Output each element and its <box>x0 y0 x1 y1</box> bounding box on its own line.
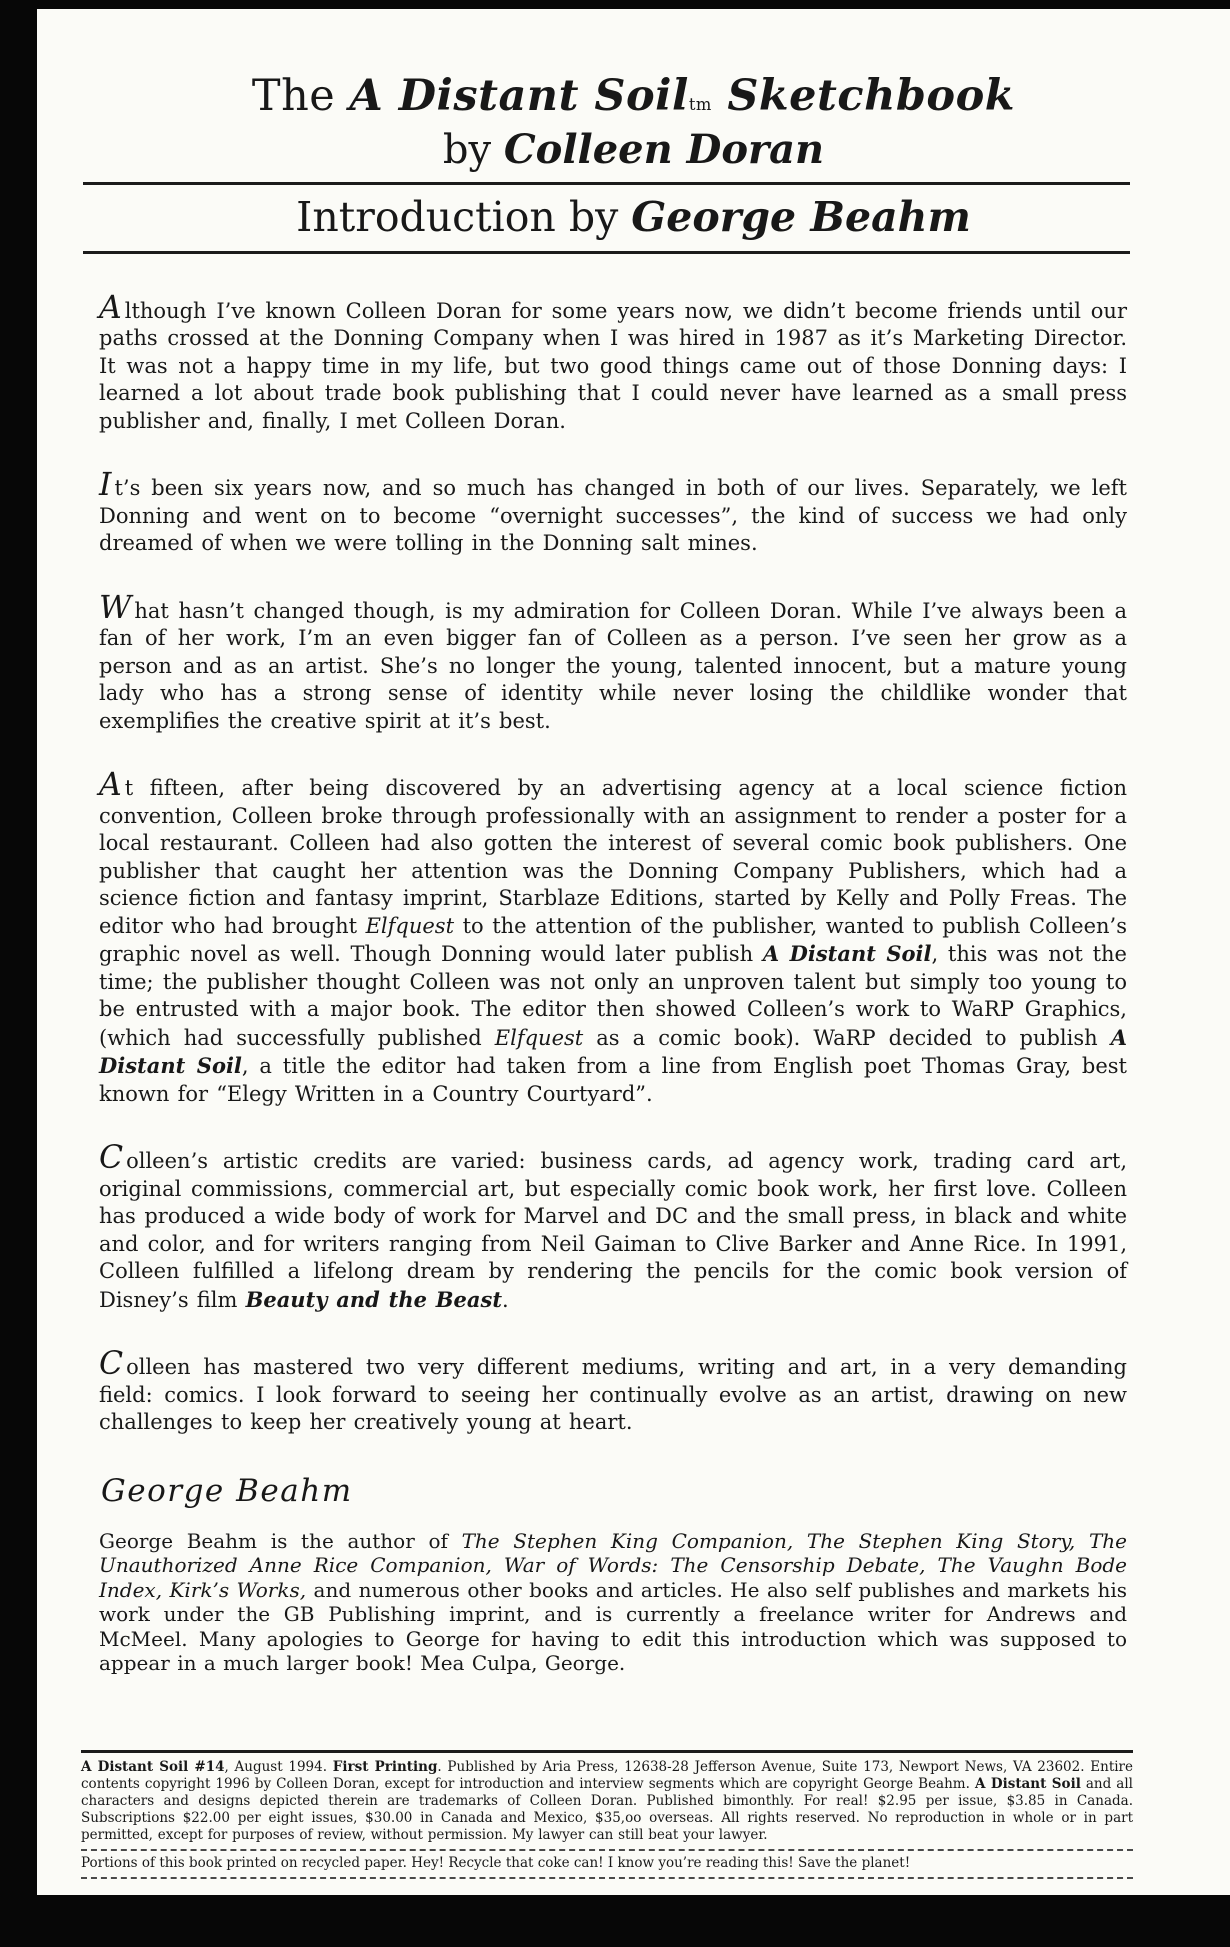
header-rule-top <box>83 182 1130 185</box>
introduction-heading: Introduction by George Beahm <box>296 192 971 241</box>
author-signature: George Beahm <box>101 1472 353 1509</box>
dashed-rule-top <box>81 1849 1133 1851</box>
recycled-paper-note: Portions of this book printed on recycled paper. Hey! Recycle that coke can! I know you’re reading this! Save the planet! <box>81 1855 911 1871</box>
page-header <box>37 9 1230 254</box>
intro-paragraph-1 <box>99 289 1127 436</box>
intro-paragraph-3 <box>99 589 1127 736</box>
book-title: The A Distant Soiltm Sketchbook <box>251 71 1016 121</box>
author-byline: by Colleen Doran <box>442 125 825 173</box>
paragraph-text: lthough I’ve known Colleen Doran for some years now, we didn’t become friends until our paths crossed at the Donning Company when I was hired in 1987 as it’s Marketing Director. It was not a happy time in my life, but two good things came out of those Donning days: I learned a lot about trade book publishing that I could never have learned as a small press publisher and, finally, I met Colleen Doran. <box>99 298 1127 433</box>
paragraph-text: t fifteen, after being discovered by an advertising agency at a local science fiction convention, Colleen broke through professionally with an assignment to render a poster for a local restaurant. Colleen had also gotten the interest of several comic book publishers. One publisher that caught her attention was the Donning Company Publishers, which had a science fiction and fantasy imprint, Starblaze Editions, started by Kelly and Polly Freas. The editor who had brought Elfquest to the attention of the publisher, wanted to publish Colleen’s graphic novel as well. Though Donning would later publish A Distant Soil, this was not the time; the publisher thought Colleen was not only an unproven talent but simply too young to be entrusted with a major book. The editor then showed Colleen’s work to WaRP Graphics, (which had successfully published Elfquest as a comic book). WaRP decided to publish A Distant Soil, a title the editor had taken from a line from English poet Thomas Gray, best known for “Elegy Written in a Country Courtyard”. <box>99 776 1127 1106</box>
introduction-body <box>99 289 1128 1676</box>
paragraph-text: olleen has mastered two very different mediums, writing and art, in a very demanding field: comics. I look forward to seeing her continually evolve as an artist, drawing on new challenges to keep her creatively young at heart. <box>99 1355 1127 1435</box>
paragraph-text: olleen’s artistic credits are varied: business cards, ad agency work, trading card art, original commissions, commercial art, but especially comic book work, her first love. Colleen has produced a wide body of work for Marvel and DC and the small press, in black and white and color, and for writers ranging from Neil Gaiman to Clive Barker and Anne Rice. In 1991, Colleen fulfilled a lifelong dream by rendering the pencils for the comic book version of Disney’s film Beauty and the Beast. <box>99 1149 1127 1312</box>
author-bio: George Beahm is the author of The Stephen King Companion, The Stephen King Story, The Unauthorized Anne Rice Companion, War of Words: The Censorship Debate, The Vaughn Bode Index, Kirk’s Works, and numerous other books and articles. He also self publishes and markets his work under the GB Publishing imprint, and is currently a freelance writer for Andrews and McMeel. Many apologies to George for having to edit this introduction which was supposed to appear in a much larger book! Mea Culpa, George. <box>99 1528 1128 1676</box>
dropcap-initial: W <box>99 589 133 626</box>
dropcap-initial: A <box>99 289 123 326</box>
header-rule-bottom <box>83 251 1130 254</box>
book-page <box>37 9 1230 1895</box>
indicia-rule <box>81 1750 1133 1753</box>
paragraph-text: hat hasn’t changed though, is my admiration for Colleen Doran. While I’ve always been a fan of her work, I’m an even bigger fan of Colleen as a person. I’ve seen her grow as a person and as an artist. She’s no longer the young, talented innocent, but a mature young lady who has a strong sense of identity while never losing the childlike wonder that exemplifies the creative spirit at it’s best. <box>99 598 1127 733</box>
dashed-rule-bottom <box>81 1877 1133 1879</box>
paragraph-text: t’s been six years now, and so much has changed in both of our lives. Separately, we left Donning and went on to become “overnight successes”, the kind of success we had only dreamed of when we were tolling in the Donning salt mines. <box>99 476 1127 556</box>
dropcap-initial: A <box>99 767 123 804</box>
dropcap-initial: I <box>99 467 113 504</box>
dropcap-initial: C <box>99 1140 125 1177</box>
intro-paragraph-4 <box>99 767 1127 1108</box>
intro-paragraph-6 <box>99 1346 1127 1437</box>
indicia-block <box>81 1750 1133 1883</box>
intro-paragraph-2 <box>99 467 1127 558</box>
intro-paragraph-5 <box>99 1140 1127 1314</box>
dropcap-initial: C <box>99 1346 125 1383</box>
publication-indicia: A Distant Soil #14, August 1994. First Printing. Published by Aria Press, 12638-28 Jefferson Avenue, Suite 173, Newport News, VA 23602. Entire contents copyright 1996 by Colleen Doran, except for introduction and interview segments which are copyright George Beahm. A Distant Soil and all characters and designs depicted therein are trademarks of Colleen Doran. Published bimonthly. For real! $2.95 per issue, $3.85 in Canada. Subscriptions $22.00 per eight issues, $30.00 in Canada and Mexico, $35,oo overseas. All rights reserved. No reproduction in whole or in part permitted, except for purposes of review, without permission. My lawyer can still beat your lawyer. <box>81 1759 1133 1843</box>
